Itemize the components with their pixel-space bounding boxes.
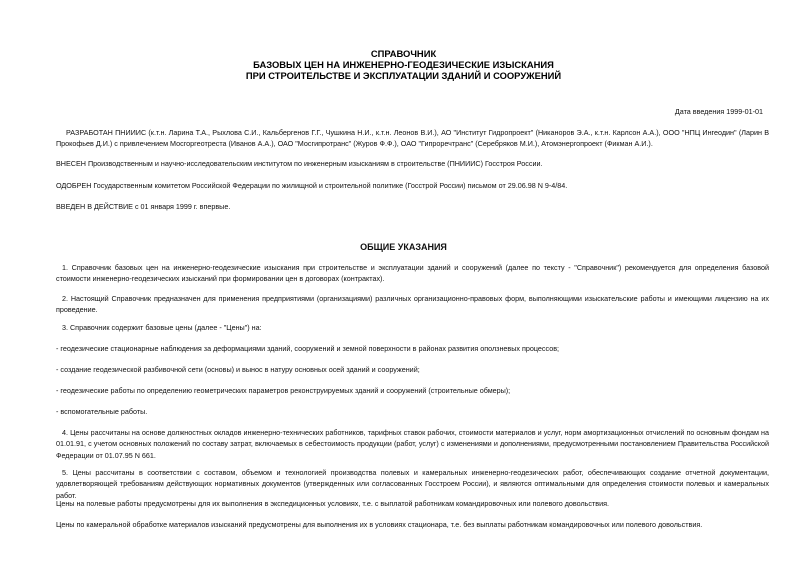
bullet-2: - создание геодезической разбивочной сети (основы) и вынос в натуру основных осей зданий и сооружений; — [56, 365, 420, 374]
paragraph-4: 4. Цены рассчитаны на основе должностных окладов инженерно-технических работников, тарифных ставок рабочих, стоимости материалов и услуг, норм амортизационных отчислений по основным фондам на 01.01.91, с учетом основных положений по составу затрат, включаемых в себестоимость продукции (работ, услуг) с изменениями и дополнениями, предусмотренными постановлением Правительства Российской Федерации от 01.07.95 N 661. — [56, 428, 769, 460]
approved-paragraph: ОДОБРЕН Государственным комитетом Российской Федерации по жилищной и строительной политике (Госстрой России) письмом от 29.06.98 N 9-4/84. — [56, 181, 568, 190]
doc-title-line3: ПРИ СТРОИТЕЛЬСТВЕ И ЭКСПЛУАТАЦИИ ЗДАНИЙ И СООРУЖЕНИЙ — [245, 70, 562, 81]
paragraph-5: 5. Цены рассчитаны в соответствии с составом, объемом и технологией производства полевых и камеральных инженерно-геодезических работ, обеспечивающих создание отчетной документации, удовлетворяющей требованиям действующих нормативных документов (утвержденных или согласованных Госстроем России), и являются оптимальными для определения стоимости полевых и камеральных работ. — [56, 468, 769, 500]
paragraph-7: Цены по камеральной обработке материалов изысканий предусмотрены для выполнения их в условиях стационара, т.е. без выплаты работникам командировочных или полевого довольствия. — [56, 520, 703, 529]
paragraph-3: 3. Справочник содержит базовые цены (далее - "Цены") на: — [62, 323, 262, 332]
bullet-3: - геодезические работы по определению геометрических параметров реконструируемых зданий и сооружений (строительные обмеры); — [56, 386, 511, 395]
developed-paragraph: РАЗРАБОТАН ПНИИИС (к.т.н. Ларина Т.А., Рыхлова С.И., Кальбергенов Г.Г., Чушкина Н.И., к.т.н. Леонов В.И.), АО "Институт Гидропроект" (Никаноров Э.А., к.т.н. Карлсон А.А.), ООО "НПЦ Ингеодин" (Ларин В Прокофьев Д.И.) с привлечением Мосгоргеотреста (Иванов А.А.), ОАО "Мосгипротранс" (Журов Ф.Ф.), ОАО "Гипроречтранс" (Серебряков М.И.), Атомэнергопроект (Фикман А.И.). — [56, 128, 769, 149]
doc-title-line2: БАЗОВЫХ ЦЕН НА ИНЖЕНЕРНО-ГЕОДЕЗИЧЕСКИЕ ИЗЫСКАНИЯ — [253, 59, 554, 70]
doc-title-line1: СПРАВОЧНИК — [370, 48, 437, 59]
enacted-paragraph: ВВЕДЕН В ДЕЙСТВИЕ с 01 января 1999 г. впервые. — [56, 202, 231, 211]
paragraph-2: 2. Настоящий Справочник предназначен для применения предприятиями (организациями) различных организационно-правовых форм, выполняющими изыскательские работы и имеющими лицензию на их проведение. — [56, 294, 769, 315]
paragraph-6: Цены на полевые работы предусмотрены для их выполнения в экспедиционных условиях, т.е. с выплатой работникам командировочных или полевого довольствия. — [56, 499, 610, 508]
date-introduced: Дата введения 1999-01-01 — [674, 107, 763, 116]
bullet-1: - геодезические стационарные наблюдения за деформациями зданий, сооружений и земной поверхности в районах развития оползневых процессов; — [56, 344, 560, 353]
section-title: ОБЩИЕ УКАЗАНИЯ — [360, 242, 447, 252]
bullet-4: - вспомогательные работы. — [56, 407, 148, 416]
submitted-paragraph: ВНЕСЕН Производственным и научно-исследовательским институтом по инженерным изысканиям в строительстве (ПНИИИС) Госстроя России. — [56, 159, 543, 168]
paragraph-1: 1. Справочник базовых цен на инженерно-геодезические изыскания при строительстве и эксплуатации зданий и сооружений (далее по тексту - "Справочник") рекомендуется для определения базовой стоимости инженерно-геодезических изысканий при формировании цен в договорах (контрактах). — [56, 263, 769, 284]
